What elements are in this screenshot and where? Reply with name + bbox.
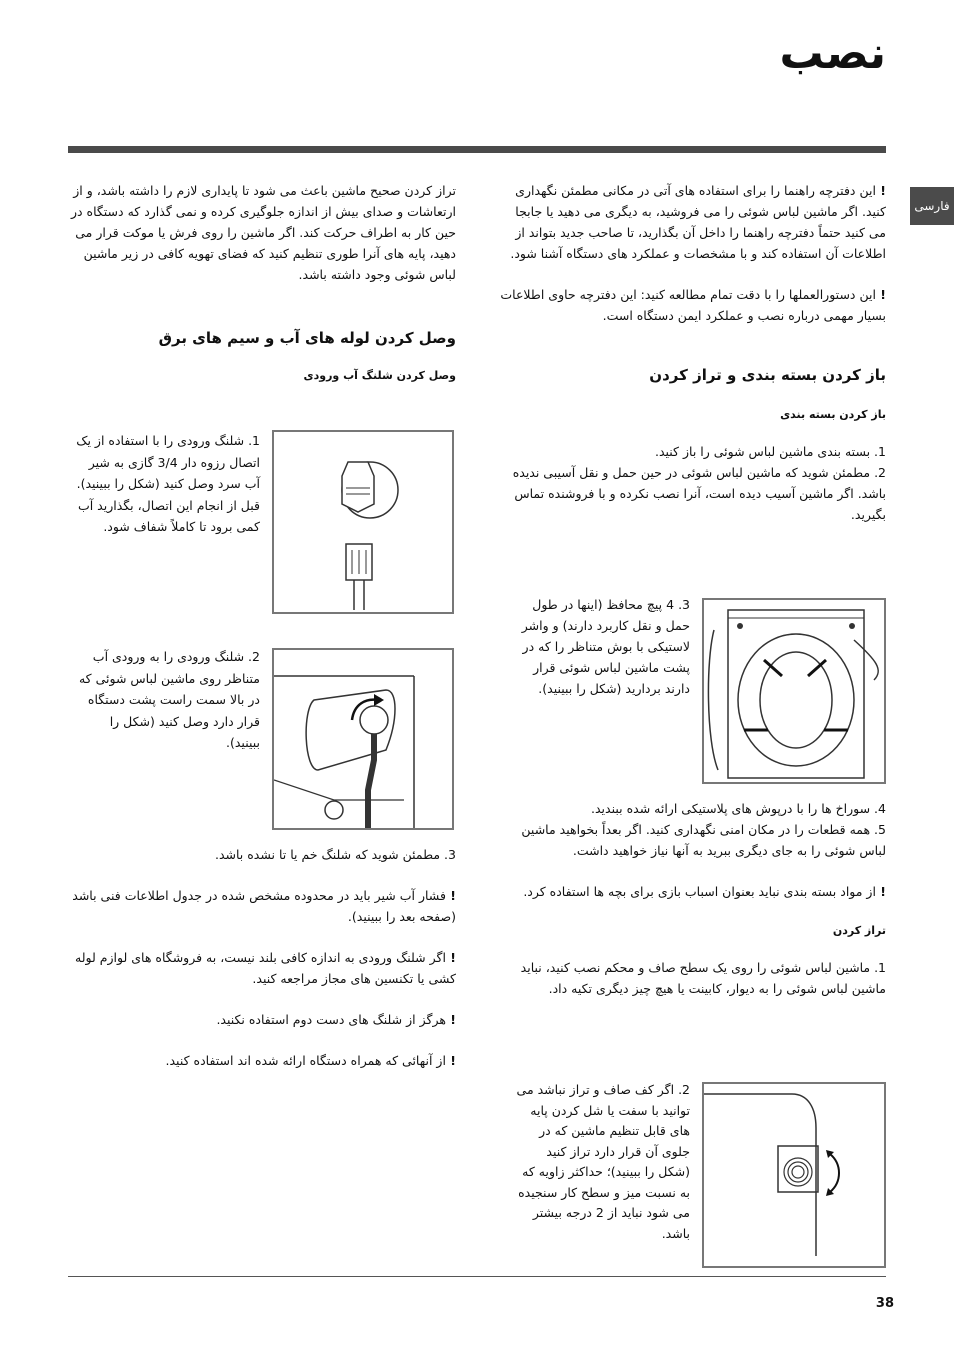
leveling-intro: تراز کردن صحیح ماشین باعث می شود تا پایداری لازم را داشته باشد، و از ارتعاشات و صدای بیش از اندازه جلوگیری کرده و نمی گذارد که دستگاه در حین کار به اطراف حرکت کند. اگر ماشین را روی فرش یا موکت قرار می دهید، پایه های آنرا طوری تنظیم کنید که فضای تهویه کافی در زیر ماشین لباس شوئی وجود داشته باشد. xyxy=(70,183,456,282)
warning-read-instructions: ! این دستورالعملها را با دقت تمام مطالعه کنید: این دفترچه حاوی اطلاعات بسیار مهمی درباره نصب و عملکرد ایمن دستگاه است. xyxy=(500,284,886,326)
washer-back-illustration xyxy=(704,600,884,782)
subheading-leveling: تراز کردن xyxy=(832,924,886,937)
warning-hose-length: ! اگر شلنگ ورودی به اندازه کافی بلند نیست، به فروشگاه های لوازم لوله کشی یا تکنسین های مجاز مراجعه کنید. xyxy=(70,947,456,989)
page-number: 38 xyxy=(875,1296,894,1311)
subheading-inlet-hose: وصل کردن شلنگ آب ورودی xyxy=(303,369,456,382)
figure-transport-screws xyxy=(702,598,886,784)
figure-adjustable-feet xyxy=(702,1082,886,1268)
unpack-step-1: 1. بسته بندی ماشین لباس شوئی را باز کنید. xyxy=(654,444,886,459)
washer-foot-illustration xyxy=(704,1084,884,1266)
hose-step-3: 3. مطمئن شوید که شلنگ خم یا تا نشده باشد. xyxy=(214,847,456,862)
unpack-step-2: 2. مطمئن شوید که ماشین لباس شوئی در حین حمل و نقل آسیبی ندیده باشد. اگر ماشین آسیب دیده است، آنرا نصب نکرده و با فروشنده تماس بگیرید. xyxy=(512,465,886,522)
figure-tap-connection xyxy=(272,430,454,614)
level-step-1: 1. ماشین لباس شوئی را روی یک سطح صاف و محکم نصب کنید، نباید ماشین لباس شوئی را به دیوار، کابینت یا هیچ چیز دیگری تکیه داد. xyxy=(520,960,886,996)
unpack-step-3: 3. 4 پیچ محافظ (اینها در طول حمل و نقل کاربرد دارند) و واشر لاستیکی با بوش متناظر را که در پشت ماشین لباس شوئی قرار دارند بردارید (شکل را ببینید). xyxy=(521,597,690,696)
left-column-lower xyxy=(70,844,456,1071)
warning-water-pressure: ! فشار آب شیر باید در محدوده مشخص شده در جدول اطلاعات فنی باشد (صفحه بعد را ببینید). xyxy=(70,885,456,927)
figure-inlet-connection xyxy=(272,648,454,830)
page-title: نصب xyxy=(779,28,886,79)
language-tab: فارسی xyxy=(910,187,954,225)
right-column-lower xyxy=(500,798,886,999)
section-title-unpack-level: باز کردن بسته بندی و تراز کردن xyxy=(649,366,886,384)
hose-step-2: 2. شلنگ ورودی را به ورودی آب متناظر روی ماشین لباس شوئی که در بالا سمت راست پشت دستگاه قرار دارد وصل کنید (شکل را ببینید). xyxy=(78,649,260,750)
unpack-step-4: 4. سوراخ ها را با درپوش های پلاستیکی ارائه شده ببندید. xyxy=(591,801,886,816)
warning-packaging-toys: ! از مواد بسته بندی نباید بعنوان اسباب بازی برای بچه ها استفاده کرد. xyxy=(500,881,886,902)
warning-keep-manual: ! این دفترچه راهنما را برای استفاده های آتی در مکانی مطمئن نگهداری کنید. اگر ماشین لباس شوئی را می فروشید، به دیگری می دهید یا جابجا می کنید حتماً دفترچه راهنما را داخل آن بگذارید، تا صاحب جدید بتواند از اطلاعات آن استفاده کند و با مشخصات و عملکرد های دستگاه آشنا شود. xyxy=(500,180,886,264)
unpack-step-5: 5. همه قطعات را در مکان امنی نگهداری کنید. اگر بعداً بخواهید ماشین لباس شوئی را به جای دیگری ببرید به آنها نیاز خواهید داشت. xyxy=(521,822,886,858)
warning-use-supplied-hoses: ! از آنهائی که همراه دستگاه ارائه شده اند استفاده کنید. xyxy=(70,1050,456,1071)
warning-second-hand-hoses: ! هرگز از شلنگ های دست دوم استفاده نکنید. xyxy=(70,1009,456,1030)
header-rule xyxy=(68,146,886,153)
subheading-unpacking: باز کردن بسته بندی xyxy=(780,408,886,421)
inlet-hose-illustration xyxy=(274,650,452,828)
left-column xyxy=(70,180,456,382)
right-column xyxy=(500,180,886,525)
hose-step-1: 1. شلنگ ورودی را با استفاده از یک اتصال رزوه دار 3/4 گازی به شیر آب سرد وصل کنید (شکل را ببینید). قبل از انجام این اتصال، بگذارید آب کمی برود تا کاملاً شفاف شود. xyxy=(76,433,260,534)
tap-hose-illustration xyxy=(274,432,452,612)
section-title-connect: وصل کردن لوله های آب و سیم های برق xyxy=(158,329,456,347)
level-step-2: 2. اگر کف صاف و تراز نباشد می توانید با سفت یا شل کردن پایه های قابل تنظیم ماشین که در جلوی آن قرار دارد تراز کنید (شکل را ببینید)؛ حداکثر زاویه که به نسبت میز و سطح کار سنجیده می شود نباید از 2 درجه بیشتر باشد. xyxy=(516,1082,690,1241)
footer-rule xyxy=(68,1276,886,1277)
